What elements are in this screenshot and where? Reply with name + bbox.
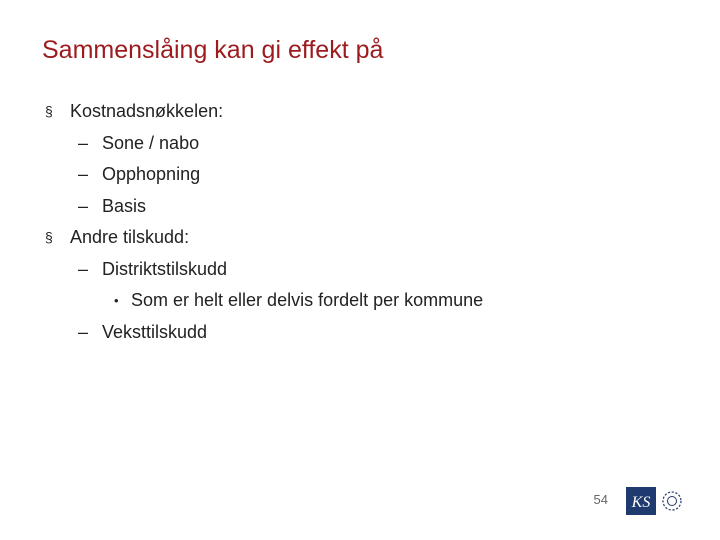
bullet-item	[0, 96, 720, 128]
slide-title: Sammenslåing kan gi effekt på	[42, 36, 384, 64]
bullet-marker: –	[78, 164, 89, 184]
bullet-item	[0, 317, 720, 349]
bullet-marker: •	[114, 293, 119, 308]
ks-logo-icon	[626, 487, 688, 515]
logo-text: KS	[631, 494, 651, 511]
bullet-item	[0, 191, 720, 223]
bullet-text: Basis	[102, 195, 147, 216]
bullet-item	[0, 254, 720, 286]
bullet-text: Opphopning	[102, 164, 201, 184]
bullet-text: Distriktstilskudd	[102, 258, 228, 279]
bullet-text: Sone / nabo	[102, 132, 200, 153]
bullet-marker: –	[78, 132, 89, 153]
bullet-item	[0, 222, 720, 254]
bullet-marker: –	[78, 258, 89, 279]
bullet-marker: §	[45, 103, 53, 119]
bullet-marker: –	[78, 195, 89, 216]
bullet-marker: §	[45, 229, 53, 245]
bullet-text: Kostnadsnøkkelen:	[70, 101, 224, 121]
bullet-text: Veksttilskudd	[102, 321, 208, 342]
bullet-marker: –	[78, 321, 89, 342]
bullet-text: Som er helt eller delvis fordelt per kommune	[131, 290, 484, 310]
bullet-text: Andre tilskudd:	[70, 227, 190, 247]
bullet-item	[0, 128, 720, 160]
bullet-list	[0, 96, 720, 348]
page-number: 54	[593, 492, 608, 507]
bullet-item	[0, 159, 720, 191]
bullet-item	[0, 285, 720, 317]
